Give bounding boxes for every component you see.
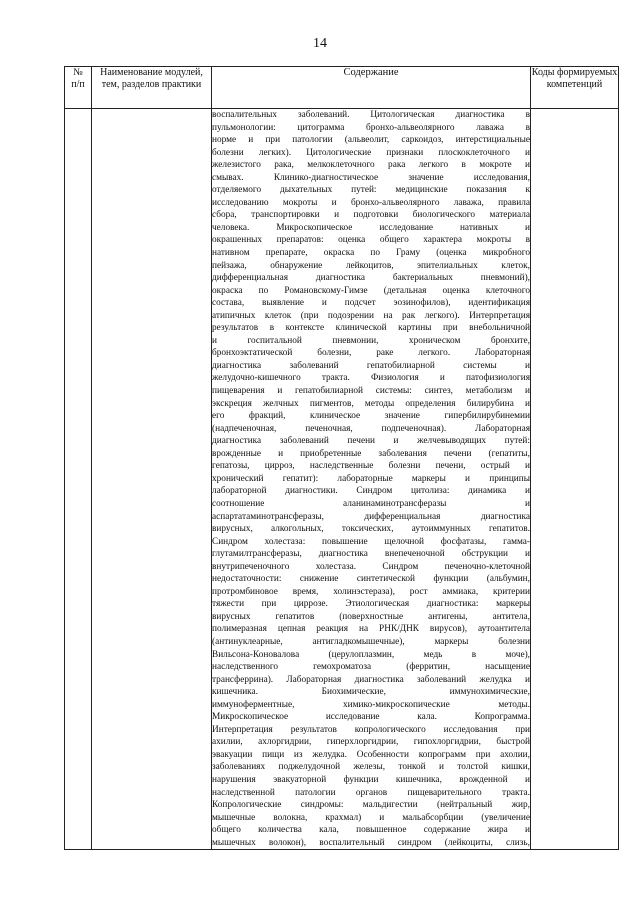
content-line: нативном препарате, окраска по Граму (оценка микробного — [212, 248, 530, 259]
content-line: железистого рака, мелкоклеточного рака легкого в мокроте и — [212, 160, 530, 171]
header-module-name — [92, 67, 212, 109]
content-line: исследованию мокроты и бронхо-альвеолярного лаважа, правила — [212, 197, 530, 208]
header-module-name-label: Наименование модулей, тем, разделов практики — [100, 67, 203, 90]
content-line: внутрипеченочного холестаза. Синдром печеночно-клеточной — [212, 561, 530, 572]
content-line: Копрологические синдромы: мальдигестии (нейтральный жир, — [212, 800, 530, 811]
content-line: его фракций, клиническое значение гипербилирубинемии — [212, 411, 530, 422]
content-line: вирусных гепатитов (поверхностные антигены, антитела, — [212, 611, 530, 622]
row-name-cell — [92, 109, 212, 850]
content-line: болезни легких). Цитологические признаки плоскоклеточного и — [212, 147, 530, 158]
content-line: мышечных волокон), воспалительный синдром (лейкоциты, слизь, — [212, 837, 530, 848]
content-line: соотношение аланинаминотрансферазы и — [212, 498, 530, 509]
content-line: результатов в контексте клинической картины при внебольничной — [212, 323, 530, 334]
content-line: иммуноферментные, химико-микроскопические методы. — [212, 699, 530, 710]
content-line: пульмонологии: цитограмма бронхо-альвеолярного лаважа в — [212, 122, 530, 133]
content-line: сбора, транспортировки и подготовки биологического материала — [212, 210, 530, 221]
page-number: 14 — [313, 36, 327, 51]
content-line: гепатозы, цирроз, наследственные болезни печени, острый и — [212, 461, 530, 472]
curriculum-table — [64, 66, 619, 850]
content-line: недостаточности: снижение синтетической функции (альбумин, — [212, 574, 530, 585]
content-line: врожденные и приобретенные заболевания печени (гепатиты, — [212, 448, 530, 459]
content-line: кишечника. Биохимические, иммунохимические, — [212, 687, 530, 698]
content-line: лабораторной диагностики. Синдром цитолиза: динамика и — [212, 486, 530, 497]
content-line: Микроскопическое исследование кала. Копрограмма. — [212, 712, 530, 723]
content-line: отделяемого дыхательных путей: медицинские показания к — [212, 185, 530, 196]
content-line: наследственного гемохроматоза (ферритин, насыщение — [212, 662, 530, 673]
header-number-label: № п/п — [71, 67, 85, 90]
content-line: нарушения эвакуаторной функции кишечника, врожденной и — [212, 774, 530, 785]
row-number-cell — [65, 109, 92, 850]
content-line: диагностика заболеваний печени и желчевыводящих путей: — [212, 436, 530, 447]
content-line: окрашенных препаратов: оценка общего характера мокроты в — [212, 235, 530, 246]
content-line: заболеваниях поджелудочной железы, тонкой и толстой кишки, — [212, 762, 530, 773]
content-line: Интерпретация результатов копрологического исследования при — [212, 724, 530, 735]
header-content-label: Содержание — [343, 67, 399, 78]
content-line: протромбиновое время, холинэстераза), рост аммиака, критерии — [212, 586, 530, 597]
content-line: общего количества кала, повышенное содержание жира и — [212, 825, 530, 836]
content-line: окраска по Романовскому-Гимзе (детальная оценка клеточного — [212, 285, 530, 296]
content-line: норме и при патологии (альвеолит, саркоидоз, интерстициальные — [212, 135, 530, 146]
header-competence-codes-label: Коды формируемых компетенций — [531, 67, 618, 90]
content-line: дифференциальная диагностика бактериальных пневмоний), — [212, 273, 530, 284]
content-line: атипичных клеток (при подозрении на рак легкого). Интерпретация — [212, 310, 530, 321]
content-line: пищеварения и гепатобилиарной системы: синтез, метаболизм и — [212, 386, 530, 397]
content-line: вирусных, алкогольных, токсических, аутоиммунных гепатитов. — [212, 524, 530, 535]
content-line: ахилии, ахлоргидрии, гиперхлоргидрии, гипохлоргидрии, быстрой — [212, 737, 530, 748]
content-line: пейзажа, обнаружение лейкоцитов, эпителиальных клеток, — [212, 260, 530, 271]
table-header-row — [65, 67, 619, 109]
content-line: диагностика заболеваний гепатобилиарной системы и — [212, 360, 530, 371]
content-line: полимеразная цепная реакция на РНК/ДНК вирусов), аутоантитела — [212, 624, 530, 635]
content-line: воспалительных заболеваний. Цитологическая диагностика в — [212, 110, 530, 120]
content-line: Вильсона-Коновалова (церулоплазмин, медь в моче), — [212, 649, 530, 660]
content-line: (антинуклеарные, антигладкомышечные), маркеры болезни — [212, 636, 530, 647]
content-line: мышечные волокна, крахмал) и мальабсорбции (увеличение — [212, 812, 530, 823]
content-line: хронический гепатит): лабораторные маркеры и принципы — [212, 473, 530, 484]
content-line: глутамилтрансферазы, диагностика внепеченочной обструкции и — [212, 549, 530, 560]
content-line: эвакуации пищи из желудка. Особенности копрограмм при ахолии, — [212, 749, 530, 760]
content-line: тяжести при циррозе. Этиологическая диагностика: маркеры — [212, 599, 530, 610]
content-line: желудочно-кишечного тракта. Физиология и патофизиология — [212, 373, 530, 384]
row-codes-cell — [531, 109, 619, 850]
content-line: аспартатаминотрансферазы, дифференциальная диагностика — [212, 511, 530, 522]
content-line: (надпеченочная, печеночная, подпеченочная). Лабораторная — [212, 423, 530, 434]
content-line: смывах. Клинико-диагностическое значение исследования, — [212, 172, 530, 183]
table-row — [65, 109, 619, 850]
content-line: трансферрина). Лабораторная диагностика заболеваний желудка и — [212, 674, 530, 685]
content-line: и госпитальной пневмонии, хроническом бронхите, — [212, 335, 530, 346]
content-line: человека. Микроскопическое исследование нативных и — [212, 222, 530, 233]
content-line: бронхоэктатической болезни, раке легкого. Лабораторная — [212, 348, 530, 359]
header-number — [65, 67, 92, 109]
header-content — [212, 67, 531, 109]
content-line: наследственной патологии органов пищеварительного тракта. — [212, 787, 530, 798]
content-line: Синдром холестаза: повышение щелочной фосфатазы, гамма- — [212, 536, 530, 547]
header-competence-codes — [531, 67, 619, 109]
content-line: состава, выявление и подсчет эозинофилов), идентификация — [212, 298, 530, 309]
content-line: экскреция желчных пигментов, методы определения билирубина и — [212, 398, 530, 409]
row-content-cell — [212, 109, 531, 850]
